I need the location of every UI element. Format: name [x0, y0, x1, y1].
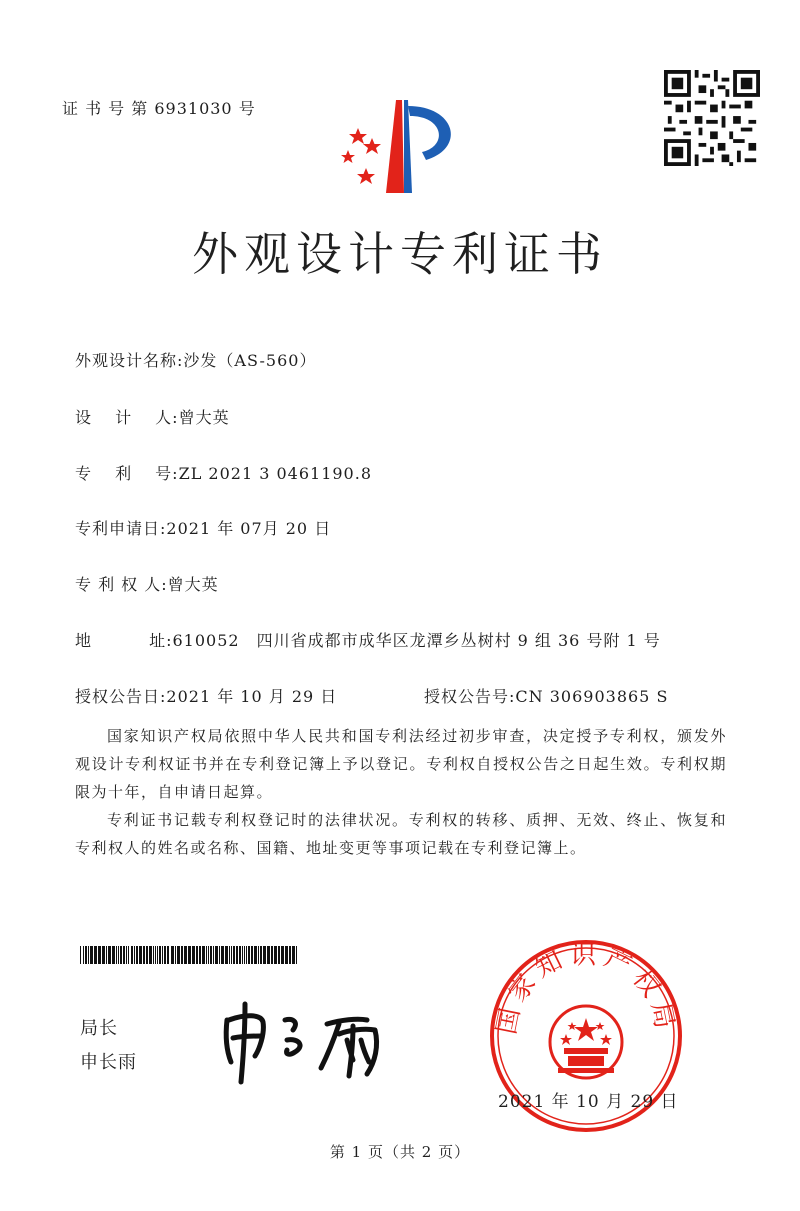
- legal-statement: [75, 722, 727, 862]
- address-label: 地 址:: [75, 631, 173, 650]
- grant-number-row: [424, 684, 668, 707]
- grant-number-value: CN 306903865 S: [515, 687, 669, 706]
- designer-label: 设 计 人:: [75, 408, 179, 427]
- design-name-value: 沙发（AS-560）: [183, 351, 317, 370]
- filing-date-value: 2021 年 07月 20 日: [166, 519, 332, 538]
- patent-number-label: 专 利 号:: [75, 464, 179, 483]
- designer-value: 曾大英: [178, 408, 230, 427]
- grant-number-label: 授权公告号:: [424, 687, 516, 706]
- director-name: 申长雨: [80, 1052, 137, 1073]
- address-value: 610052 四川省成都市成华区龙潭乡丛树村 9 组 36 号附 1 号: [172, 631, 661, 650]
- barcode-icon: [80, 946, 300, 964]
- director-title: 局长: [80, 1018, 118, 1039]
- certificate-title: 外观设计专利证书: [192, 227, 608, 281]
- handwritten-signature-icon: [215, 990, 415, 1090]
- grant-date-label: 授权公告日:: [75, 687, 167, 706]
- patentee-label: 专 利 权 人:: [75, 575, 168, 594]
- designer-row: [75, 405, 230, 428]
- legal-paragraph-2: 专利证书记载专利权登记时的法律状况。专利权的转移、质押、无效、终止、恢复和专利权人的姓名或名称、国籍、地址变更等事项记载在专利登记簿上。: [75, 811, 727, 857]
- grant-date-row: [75, 684, 337, 707]
- patentee-row: [75, 572, 219, 595]
- certificate-number: 证 书 号 第 6931030 号: [62, 99, 256, 118]
- filing-date-row: [75, 516, 331, 539]
- filing-date-label: 专利申请日:: [75, 519, 167, 538]
- patent-number-value: ZL 2021 3 0461190.8: [178, 464, 372, 483]
- grant-date-value: 2021 年 10 月 29 日: [166, 687, 338, 706]
- patent-number-row: [75, 461, 372, 484]
- page-indicator: 第 1 页（共 2 页）: [329, 1143, 471, 1161]
- patent-office-emblem-icon: [336, 98, 476, 198]
- seal-text: 国家知识产权局: [491, 940, 681, 1037]
- address-row: [75, 628, 661, 651]
- design-name-row: [75, 348, 316, 371]
- seal-date: 2021 年 10 月 29 日: [498, 1092, 679, 1112]
- qr-code-icon[interactable]: [664, 70, 760, 166]
- design-name-label: 外观设计名称:: [75, 351, 184, 370]
- patentee-value: 曾大英: [167, 575, 219, 594]
- legal-paragraph-1: 国家知识产权局依照中华人民共和国专利法经过初步审查，决定授予专利权，颁发外观设计专利权证书并在专利登记簿上予以登记。专利权自授权公告之日起生效。专利权期限为十年，自申请日起算。: [75, 727, 727, 801]
